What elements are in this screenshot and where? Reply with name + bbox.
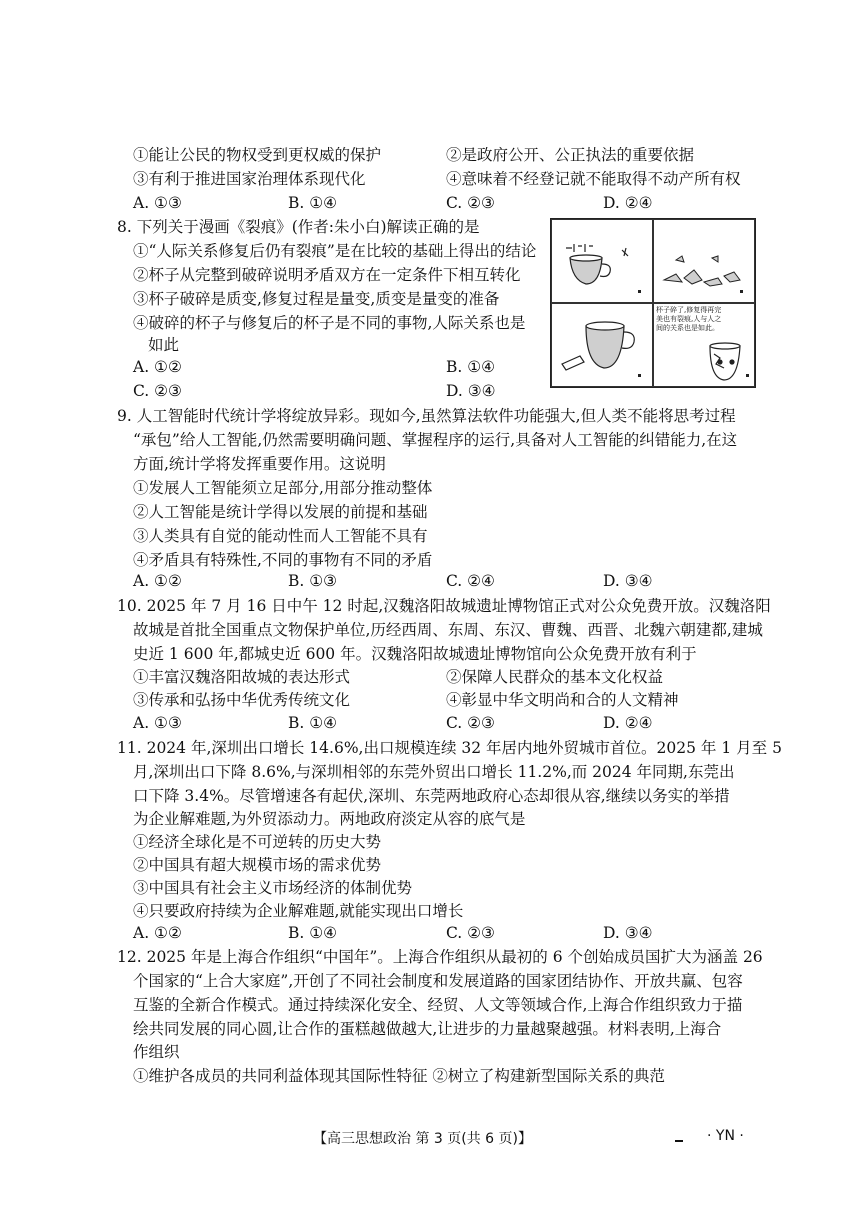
q9-stem-line-1: 9. 人工智能时代统计学将绽放异彩。现如今,虽然算法软件功能强大,但人类不能将思考过程 [117,407,736,425]
q11-stem-line-3: 口下降 3.4%。尽管增速各有起伏,深圳、东莞两地政府心态却很从容,继续以务实的举措 [133,787,730,805]
q10-choice-d: D. ②④ [603,714,653,732]
q8-option-4-cont: 如此 [148,336,180,354]
q11-stem-line-2: 月,深圳出口下降 8.6%,与深圳相邻的东莞外贸出口增长 11.2%,而 2024 年同期,东莞出 [133,763,735,781]
q11-choice-b: B. ①④ [288,924,338,942]
q7-option-1: ①能让公民的物权受到更权威的保护 [133,146,382,164]
cartoon-crack [550,218,756,388]
q8-choice-a: A. ①② [133,358,182,376]
q12-options-1-2: ①维护各成员的共同利益体现其国际性特征 ②树立了构建新型国际关系的典范 [133,1067,665,1085]
q8-stem: 8. 下列关于漫画《裂痕》(作者:朱小白)解读正确的是 [117,218,480,236]
q9-choice-d: D. ③④ [603,572,653,590]
cartoon-panel-1 [551,219,653,303]
q9-option-1: ①发展人工智能须立足部分,用部分推动整体 [133,479,433,497]
q8-choice-c: C. ②③ [133,382,182,400]
q8-choice-d: D. ③④ [446,382,496,400]
q10-option-4: ④彰显中华文明尚和合的人文精神 [446,691,679,709]
q8-option-3: ③杯子破碎是质变,修复过程是量变,质变是量变的准备 [133,290,500,308]
cartoon-panel-3 [551,303,653,387]
q11-stem-line-1: 11. 2024 年,深圳出口增长 14.6%,出口规模连续 32 年居内地外贸城市首位。2025 年 1 月至 5 [117,739,782,757]
q9-option-4: ④矛盾具有特殊性,不同的事物有不同的矛盾 [133,551,433,569]
footer-dash [675,1140,683,1142]
q7-choice-a: A. ①③ [133,194,182,212]
q7-option-4: ④意味着不经登记就不能取得不动产所有权 [446,170,741,188]
q10-option-2: ②保障人民群众的基本文化权益 [446,668,664,686]
q7-option-3: ③有利于推进国家治理体系现代化 [133,170,366,188]
q9-stem-line-2: “承包”给人工智能,仍然需要明确问题、掌握程序的运行,具备对人工智能的纠错能力,在这 [133,431,738,449]
q12-stem-line-1: 12. 2025 年是上海合作组织“中国年”。上海合作组织从最初的 6 个创始成员国扩大为涵盖 26 [117,948,763,966]
q7-choice-c: C. ②③ [446,194,495,212]
footer-region-code: · YN · [707,1128,744,1144]
q11-choice-d: D. ③④ [603,924,653,942]
q11-choice-c: C. ②③ [446,924,495,942]
q10-stem-line-3: 史近 1 600 年,都城史近 600 年。汉魏洛阳故城遗址博物馆向公众免费开放有利于 [133,645,697,663]
q12-stem-line-3: 互鉴的全新合作模式。通过持续深化安全、经贸、人文等领域合作,上海合作组织致力于描 [133,996,743,1014]
q7-choice-b: B. ①④ [288,194,338,212]
cartoon-panel-2 [653,219,755,303]
q8-option-1: ①“人际关系修复后仍有裂痕”是在比较的基础上得出的结论 [133,242,537,260]
q11-stem-line-4: 为企业解难题,为外贸添动力。两地政府淡定从容的底气是 [133,810,526,828]
q11-option-3: ③中国具有社会主义市场经济的体制优势 [133,879,413,897]
q11-option-2: ②中国具有超大规模市场的需求优势 [133,856,382,874]
q7-option-2: ②是政府公开、公正执法的重要依据 [446,146,695,164]
q9-option-3: ③人类具有自觉的能动性而人工智能不具有 [133,527,428,545]
q9-choice-b: B. ①③ [288,572,338,590]
q11-option-4: ④只要政府持续为企业解难题,就能实现出口增长 [133,902,464,920]
cartoon-panel-4 [653,303,755,387]
q10-choice-c: C. ②③ [446,714,495,732]
q9-choice-a: A. ①② [133,572,182,590]
q10-choice-b: B. ①④ [288,714,338,732]
q10-stem-line-1: 10. 2025 年 7 月 16 日中午 12 时起,汉魏洛阳故城遗址博物馆正式对公众免费开放。汉魏洛阳 [117,597,771,615]
q10-option-1: ①丰富汉魏洛阳故城的表达形式 [133,668,351,686]
footer-page-label: 【高三思想政治 第 3 页(共 6 页)】 [313,1131,532,1147]
q12-stem-line-5: 作组织 [133,1043,180,1061]
q10-choice-a: A. ①③ [133,714,182,732]
cartoon-caption: 杯子碎了,修复得再完美也有裂痕,人与人之间的关系也是如此。 [656,306,722,332]
q8-choice-b: B. ①④ [446,358,496,376]
q12-stem-line-4: 绘共同发展的同心圆,让合作的蛋糕越做越大,让进步的力量越聚越强。材料表明,上海合 [133,1020,722,1038]
q10-stem-line-2: 故城是首批全国重点文物保护单位,历经西周、东周、东汉、曹魏、西晋、北魏六朝建都,建城 [133,621,763,639]
q9-stem-line-3: 方面,统计学将发挥重要作用。这说明 [133,455,386,473]
q12-stem-line-2: 个国家的“上合大家庭”,开创了不同社会制度和发展道路的国家团结协作、开放共赢、包容 [133,972,743,990]
q9-choice-c: C. ②④ [446,572,495,590]
q7-choice-d: D. ②④ [603,194,653,212]
q11-option-1: ①经济全球化是不可逆转的历史大势 [133,833,382,851]
q11-choice-a: A. ①② [133,924,182,942]
q8-option-2: ②杯子从完整到破碎说明矛盾双方在一定条件下相互转化 [133,266,521,284]
q9-option-2: ②人工智能是统计学得以发展的前提和基础 [133,503,428,521]
q10-option-3: ③传承和弘扬中华优秀传统文化 [133,691,351,709]
q8-option-4: ④破碎的杯子与修复后的杯子是不同的事物,人际关系也是 [133,314,526,332]
